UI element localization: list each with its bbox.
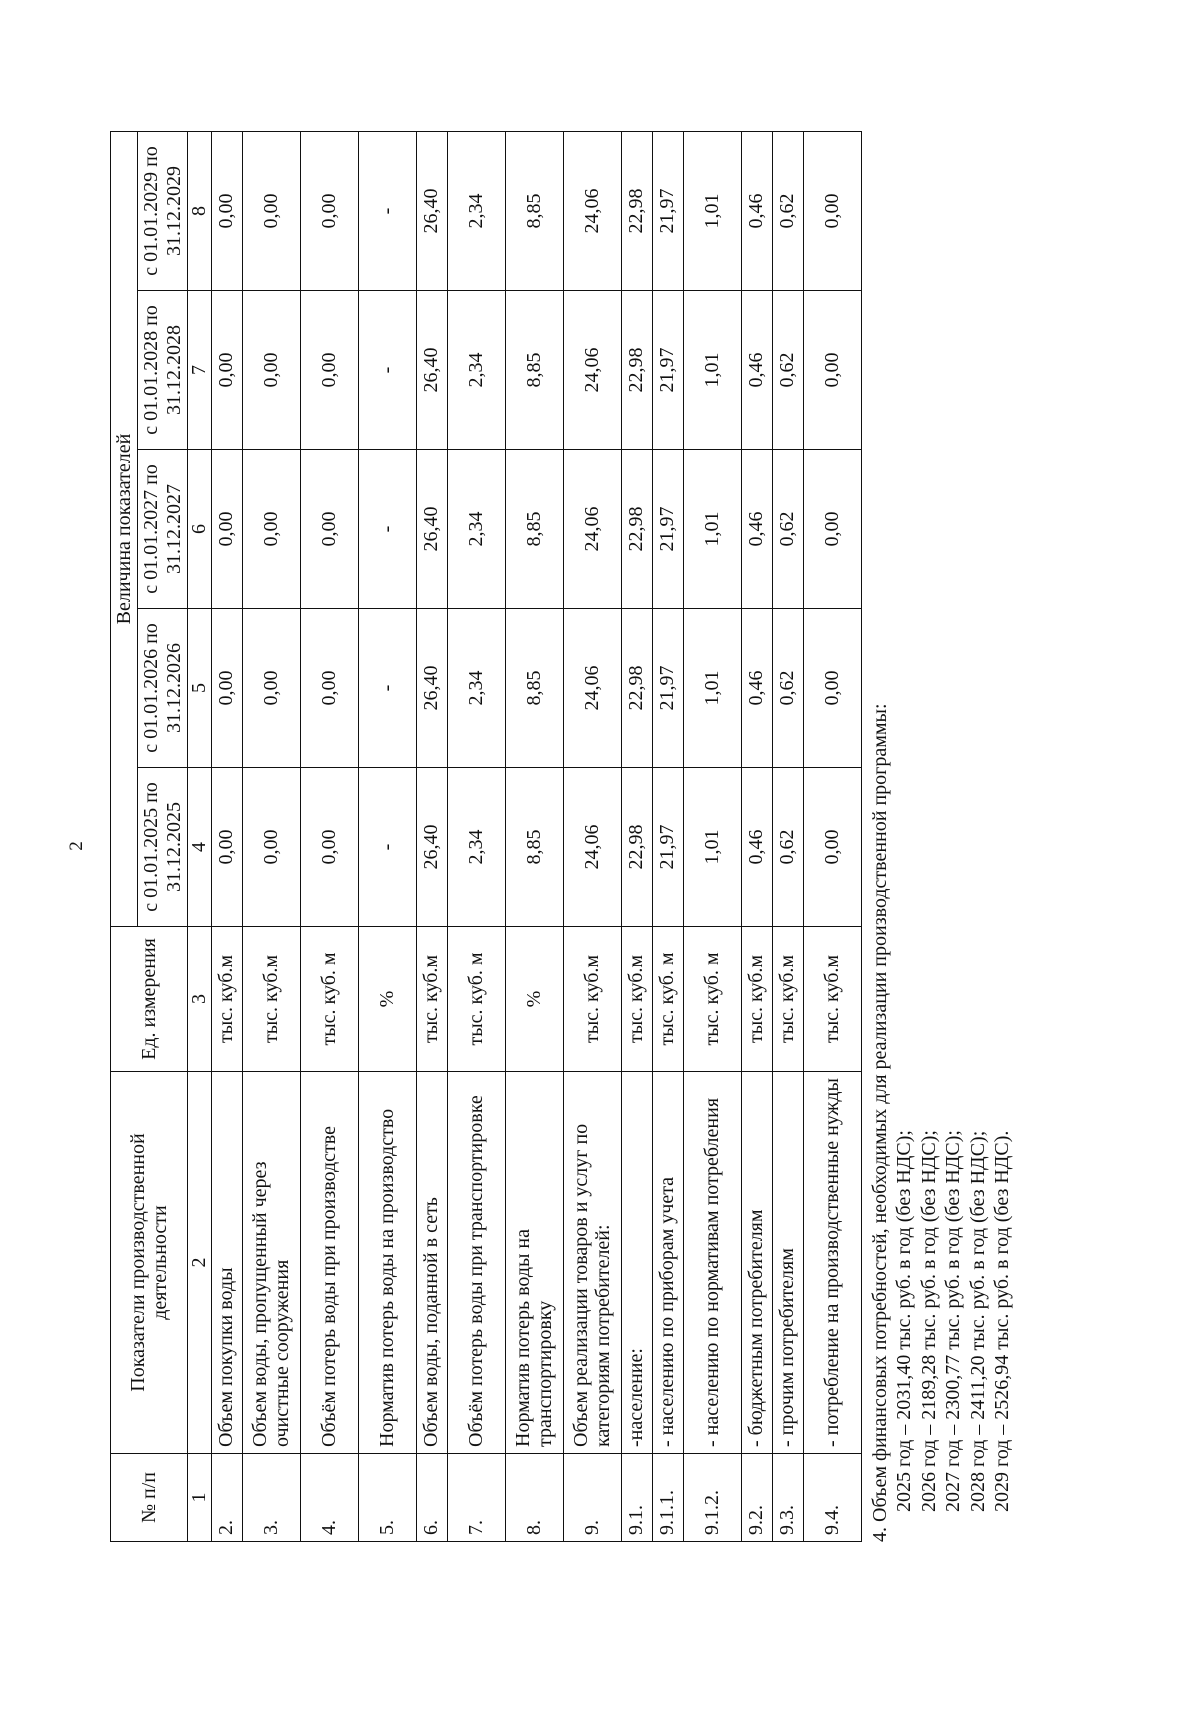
value-cell: 2,34: [447, 131, 505, 290]
value-cell: 26,40: [416, 768, 447, 927]
row-number: 9.1.1.: [652, 1454, 683, 1542]
value-cell: 26,40: [416, 131, 447, 290]
table-row: [803, 131, 861, 1541]
header-num: № п/п: [111, 1454, 188, 1542]
value-cell: 8,85: [505, 768, 563, 927]
page-number: 2: [65, 841, 87, 851]
value-cell: 8,85: [505, 131, 563, 290]
column-index: 4: [188, 768, 211, 927]
value-cell: 2,34: [447, 768, 505, 927]
unit-cell: тыс. куб. м: [300, 927, 358, 1072]
unit-cell: %: [358, 927, 416, 1072]
financial-line: 2025 год – 2031,40 тыс. руб. в год (без НДС);: [893, 1130, 916, 1512]
financial-line: 2027 год – 2300,77 тыс. руб. в год (без НДС);: [942, 1130, 965, 1512]
value-cell: 8,85: [505, 609, 563, 768]
row-number: 9.3.: [772, 1454, 803, 1542]
value-cell: 0,00: [300, 609, 358, 768]
value-cell: 0,62: [772, 450, 803, 609]
value-cell: 1,01: [683, 768, 741, 927]
value-cell: 0,62: [772, 768, 803, 927]
indicator-name: Объём потерь воды при транспортировке: [447, 1072, 505, 1454]
row-number: 9.1.2.: [683, 1454, 741, 1542]
indicator-name: Объем реализации товаров и услуг по категориям потребителей:: [563, 1072, 621, 1454]
column-index: 1: [188, 1454, 211, 1542]
value-cell: 0,00: [211, 450, 242, 609]
row-number: 8.: [505, 1454, 563, 1542]
indicator-name: Объем воды, пропущенный через очистные сооружения: [242, 1072, 300, 1454]
value-cell: 26,40: [416, 450, 447, 609]
row-number: 7.: [447, 1454, 505, 1542]
row-number: 5.: [358, 1454, 416, 1542]
value-cell: 1,01: [683, 450, 741, 609]
table-row: [563, 131, 621, 1541]
unit-cell: тыс. куб. м: [447, 927, 505, 1072]
indicator-name: - бюджетным потребителям: [741, 1072, 772, 1454]
value-cell: 2,34: [447, 609, 505, 768]
unit-cell: тыс. куб.м: [741, 927, 772, 1072]
indicator-name: Объем воды, поданной в сеть: [416, 1072, 447, 1454]
row-number: 3.: [242, 1454, 300, 1542]
value-cell: 24,06: [563, 291, 621, 450]
table-row: [505, 131, 563, 1541]
value-cell: 22,98: [621, 131, 652, 290]
value-cell: 8,85: [505, 291, 563, 450]
value-cell: 1,01: [683, 291, 741, 450]
value-cell: 24,06: [563, 768, 621, 927]
value-cell: 0,00: [211, 609, 242, 768]
unit-cell: тыс. куб.м: [621, 927, 652, 1072]
unit-cell: %: [505, 927, 563, 1072]
header-unit: Ед. измерения: [111, 927, 188, 1072]
unit-cell: тыс. куб.м: [416, 927, 447, 1072]
header-values-group: Величина показателей: [111, 131, 138, 926]
column-index: 7: [188, 291, 211, 450]
value-cell: -: [358, 131, 416, 290]
column-index: 5: [188, 609, 211, 768]
value-cell: 0,00: [242, 768, 300, 927]
value-cell: 0,46: [741, 609, 772, 768]
value-cell: 0,00: [242, 450, 300, 609]
value-cell: 22,98: [621, 291, 652, 450]
value-cell: -: [358, 609, 416, 768]
value-cell: 0,46: [741, 131, 772, 290]
value-cell: 21,97: [652, 450, 683, 609]
value-cell: -: [358, 768, 416, 927]
indicator-name: Объем покупки воды: [211, 1072, 242, 1454]
value-cell: 1,01: [683, 609, 741, 768]
value-cell: 0,00: [300, 768, 358, 927]
indicator-name: Норматив потерь воды на производство: [358, 1072, 416, 1454]
unit-cell: тыс. куб.м: [242, 927, 300, 1072]
value-cell: 0,00: [300, 131, 358, 290]
indicator-name: - потребление на производственные нужды: [803, 1072, 861, 1454]
value-cell: 0,00: [803, 291, 861, 450]
column-index: 3: [188, 927, 211, 1072]
value-cell: 8,85: [505, 450, 563, 609]
value-cell: 0,62: [772, 609, 803, 768]
header-period: с 01.01.2026 по 31.12.2026: [138, 609, 188, 768]
table-body: [211, 131, 861, 1541]
value-cell: 2,34: [447, 291, 505, 450]
unit-cell: тыс. куб.м: [563, 927, 621, 1072]
column-index-row: [188, 131, 211, 1541]
financial-needs-section: [868, 132, 1014, 1542]
value-cell: 0,00: [803, 768, 861, 927]
table-row: [652, 131, 683, 1541]
value-cell: 0,46: [741, 291, 772, 450]
financial-line: 2026 год – 2189,28 тыс. руб. в год (без НДС);: [917, 1130, 940, 1512]
value-cell: 21,97: [652, 131, 683, 290]
value-cell: 0,00: [803, 450, 861, 609]
value-cell: 21,97: [652, 768, 683, 927]
table-row: [211, 131, 242, 1541]
row-number: 2.: [211, 1454, 242, 1542]
unit-cell: тыс. куб. м: [652, 927, 683, 1072]
table-row: [447, 131, 505, 1541]
financial-line: 2029 год – 2526,94 тыс. руб. в год (без НДС).: [990, 1130, 1013, 1512]
table-row: [683, 131, 741, 1541]
column-index: 8: [188, 131, 211, 290]
indicator-name: - населению по приборам учета: [652, 1072, 683, 1454]
table-row: [772, 131, 803, 1541]
value-cell: 24,06: [563, 131, 621, 290]
value-cell: 26,40: [416, 291, 447, 450]
header-period: с 01.01.2025 по 31.12.2025: [138, 768, 188, 927]
value-cell: -: [358, 450, 416, 609]
row-number: 9.1.: [621, 1454, 652, 1542]
value-cell: 0,62: [772, 131, 803, 290]
value-cell: 24,06: [563, 450, 621, 609]
section-4-title: 4. Объем финансовых потребностей, необходимых для реализации производственной программы:: [869, 703, 891, 1542]
column-index: 2: [188, 1072, 211, 1454]
value-cell: 21,97: [652, 291, 683, 450]
table-row: [358, 131, 416, 1541]
financial-line: 2028 год – 2411,20 тыс. руб. в год (без НДС);: [966, 1130, 989, 1512]
value-cell: 22,98: [621, 450, 652, 609]
row-number: 9.2.: [741, 1454, 772, 1542]
indicator-name: - прочим потребителям: [772, 1072, 803, 1454]
value-cell: 0,00: [300, 450, 358, 609]
header-period: с 01.01.2027 по 31.12.2027: [138, 450, 188, 609]
value-cell: 0,00: [242, 131, 300, 290]
indicator-name: - населению по нормативам потребления: [683, 1072, 741, 1454]
value-cell: 0,00: [242, 291, 300, 450]
value-cell: 22,98: [621, 768, 652, 927]
rotated-content: [110, 132, 1013, 1542]
value-cell: 0,62: [772, 291, 803, 450]
value-cell: 0,00: [242, 609, 300, 768]
value-cell: 0,00: [803, 609, 861, 768]
value-cell: 0,46: [741, 450, 772, 609]
value-cell: 22,98: [621, 609, 652, 768]
indicator-name: -население:: [621, 1072, 652, 1454]
indicator-name: Объём потерь воды при производстве: [300, 1072, 358, 1454]
table-row: [741, 131, 772, 1541]
table-row: [300, 131, 358, 1541]
table-row: [416, 131, 447, 1541]
value-cell: 0,46: [741, 768, 772, 927]
table-row: [242, 131, 300, 1541]
value-cell: -: [358, 291, 416, 450]
column-index: 6: [188, 450, 211, 609]
header-indicator: Показатели производственной деятельности: [111, 1072, 188, 1454]
production-indicators-table: [110, 131, 862, 1542]
unit-cell: тыс. куб.м: [211, 927, 242, 1072]
value-cell: 0,00: [211, 131, 242, 290]
value-cell: 2,34: [447, 450, 505, 609]
indicator-name: Норматив потерь воды на транспортировку: [505, 1072, 563, 1454]
row-number: 6.: [416, 1454, 447, 1542]
header-period: с 01.01.2028 по 31.12.2028: [138, 291, 188, 450]
row-number: 4.: [300, 1454, 358, 1542]
value-cell: 26,40: [416, 609, 447, 768]
unit-cell: тыс. куб.м: [772, 927, 803, 1072]
row-number: 9.: [563, 1454, 621, 1542]
value-cell: 24,06: [563, 609, 621, 768]
value-cell: 0,00: [211, 768, 242, 927]
value-cell: 21,97: [652, 609, 683, 768]
row-number: 9.4.: [803, 1454, 861, 1542]
header-period: с 01.01.2029 по 31.12.2029: [138, 131, 188, 290]
value-cell: 0,00: [211, 291, 242, 450]
value-cell: 0,00: [300, 291, 358, 450]
value-cell: 0,00: [803, 131, 861, 290]
unit-cell: тыс. куб.м: [803, 927, 861, 1072]
table-row: [621, 131, 652, 1541]
value-cell: 1,01: [683, 131, 741, 290]
unit-cell: тыс. куб. м: [683, 927, 741, 1072]
